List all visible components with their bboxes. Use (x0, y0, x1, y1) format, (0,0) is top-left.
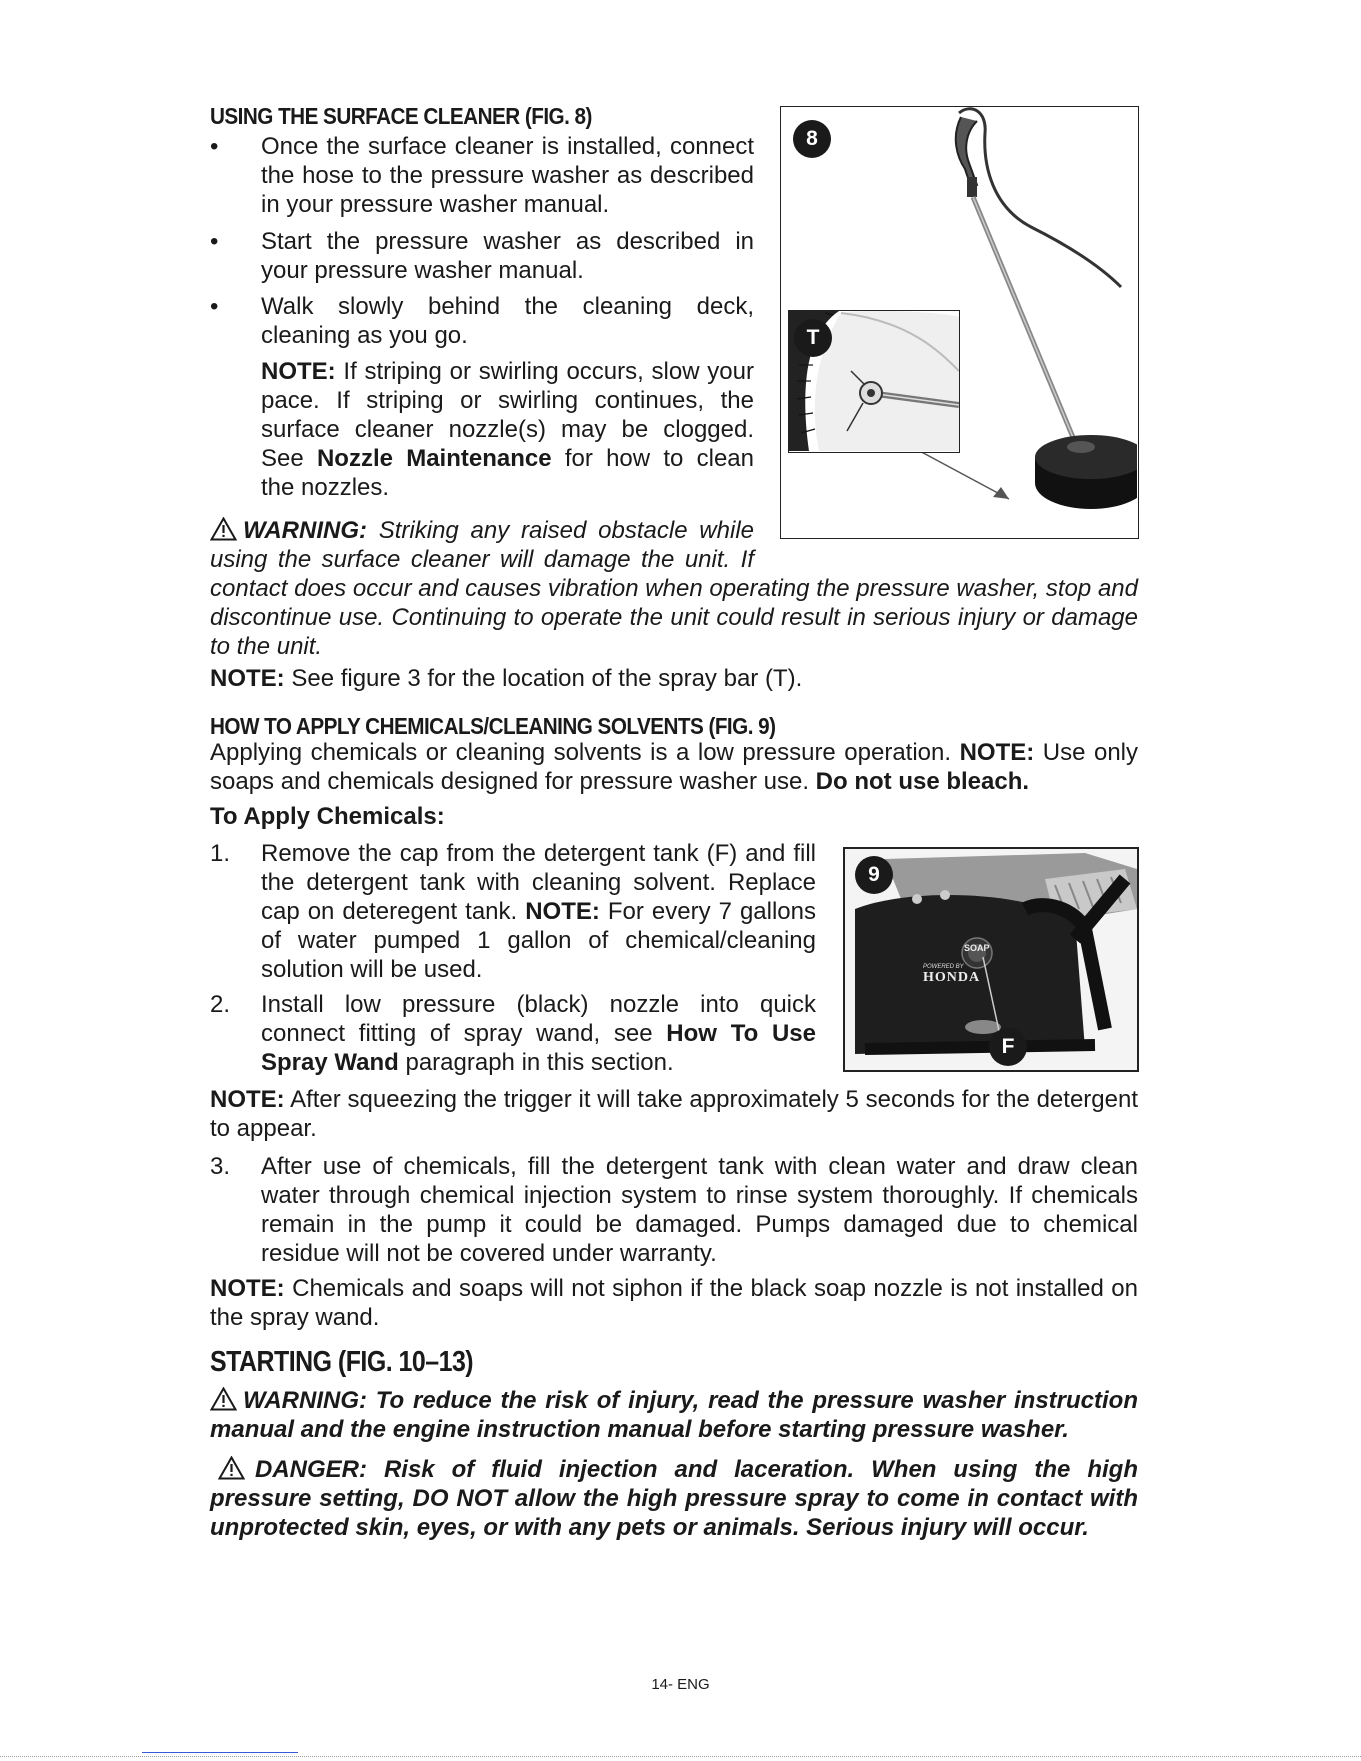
figure-number-badge: 8 (793, 120, 831, 158)
note-text: See figure 3 for the location of the spray bar (T). (284, 665, 803, 692)
danger-text: DANGER: Risk of fluid injection and laceration. When using the high pressure setting, DO NOT allow the high pressure spray to come in contact with unprotected skin, eyes, or with any pets or animals. Serious injury will occur. (210, 1456, 1138, 1541)
spray-wand-link: How To Use Spray Wand (261, 1020, 816, 1076)
callout-badge: T (794, 319, 832, 357)
step-text-part: For every 7 gallons of water pumped 1 gallon of chemical/cleaning solution will be used. (261, 898, 817, 983)
warning-triangle-icon (210, 517, 237, 541)
step-number: 3. (210, 1153, 231, 1180)
chemicals-note-end (210, 1274, 1138, 1332)
step-text-part: Remove the cap from the detergent tank (F) and fill the detergent tank with cleaning solvent. Replace cap on deteregent tank. (261, 840, 816, 925)
chemicals-note (210, 1085, 1138, 1143)
warning-text: WARNING: To reduce the risk of injury, read the pressure washer instruction manual and the engine instruction manual before starting pressure washer. (210, 1387, 1138, 1443)
apply-chemicals-subheading: To Apply Chemicals: (210, 803, 445, 830)
warning-triangle-icon (210, 1387, 237, 1411)
starting-danger (210, 1455, 1138, 1542)
surface-note (261, 357, 754, 502)
warning-label: WARNING: (243, 517, 367, 544)
surface-cleaner-heading: USING THE SURFACE CLEANER (FIG. 8) (210, 103, 592, 129)
warning-text: Striking any raised obstacle while using the surface cleaner will damage the unit. If contact does occur and causes vibration when operating the pressure washer, stop and discontinue use. Continuing to operate the unit could result in serious injury or damage to the unit. (210, 517, 1138, 660)
callout-badge: F (989, 1028, 1027, 1066)
bullet-text: Walk slowly behind the cleaning deck, cleaning as you go. (261, 293, 754, 349)
step-number: 2. (210, 991, 231, 1018)
note-label: NOTE: (210, 665, 285, 692)
bullet: • (210, 293, 219, 320)
figure-number-badge: 9 (855, 856, 893, 894)
chemicals-heading: HOW TO APPLY CHEMICALS/CLEANING SOLVENTS (FIG. 9) (210, 713, 776, 739)
nozzle-maintenance-link: Nozzle Maintenance (316, 445, 552, 472)
step-text (261, 990, 816, 1077)
step-text: After use of chemicals, fill the detergent tank with clean water and draw clean water through chemical injection system to rinse system thoroughly. If chemicals remain in the pump it could be damaged. Pumps damaged due to chemical residue will not be covered under warranty. (261, 1153, 1138, 1267)
figure-8-inset-spray-bar (788, 310, 960, 453)
danger-triangle-icon (218, 1456, 245, 1480)
bullet: • (210, 133, 219, 160)
chemicals-intro (210, 738, 1138, 796)
no-bleach-warning: Do not use bleach. (815, 768, 1030, 795)
step-text (261, 839, 816, 984)
note-text: Chemicals and soaps will not siphon if the black soap nozzle is not installed on the spray wand. (210, 1275, 1138, 1331)
page-number: 14- ENG (651, 1676, 710, 1693)
figure-9-detergent-tank (843, 847, 1139, 1072)
bullet-text: Once the surface cleaner is installed, connect the hose to the pressure washer as described in your pressure washer manual. (261, 133, 754, 218)
starting-warning (210, 1386, 1138, 1444)
step-text-part: paragraph in this section. (398, 1049, 674, 1076)
step-number: 1. (210, 840, 231, 867)
note-label: NOTE: (210, 1086, 285, 1113)
honda-logo: HONDA (923, 970, 981, 985)
page-edge (0, 1756, 1361, 1757)
note-label: NOTE: (525, 898, 600, 925)
note-label: NOTE: (959, 739, 1035, 766)
note-text: After squeezing the trigger it will take approximately 5 seconds for the detergent to appear. (210, 1086, 1138, 1142)
note-text: If striping or swirling occurs, slow your pace. If striping or swirling continues, the surface cleaner nozzle(s) may be clogged. See (261, 358, 754, 472)
note-label: NOTE: (261, 358, 336, 385)
note-text: for how to clean the nozzles. (261, 445, 754, 501)
note-label: NOTE: (210, 1275, 285, 1302)
surface-note-2 (210, 664, 1138, 693)
page-edge-link (142, 1752, 298, 1753)
intro-text: Applying chemicals or cleaning solvents is a low pressure operation. (210, 739, 960, 766)
bullet-text: Start the pressure washer as described in your pressure washer manual. (261, 228, 754, 284)
step-text-part: Install low pressure (black) nozzle into quick connect fitting of spray wand, see (261, 991, 816, 1047)
starting-heading: STARTING (FIG. 10–13) (210, 1346, 474, 1378)
intro-text: Use only soaps and chemicals designed for pressure washer use. (210, 739, 1138, 795)
soap-label: SOAP (964, 943, 990, 953)
brand-small-label: POWERED BY (923, 964, 964, 970)
bullet: • (210, 228, 219, 255)
